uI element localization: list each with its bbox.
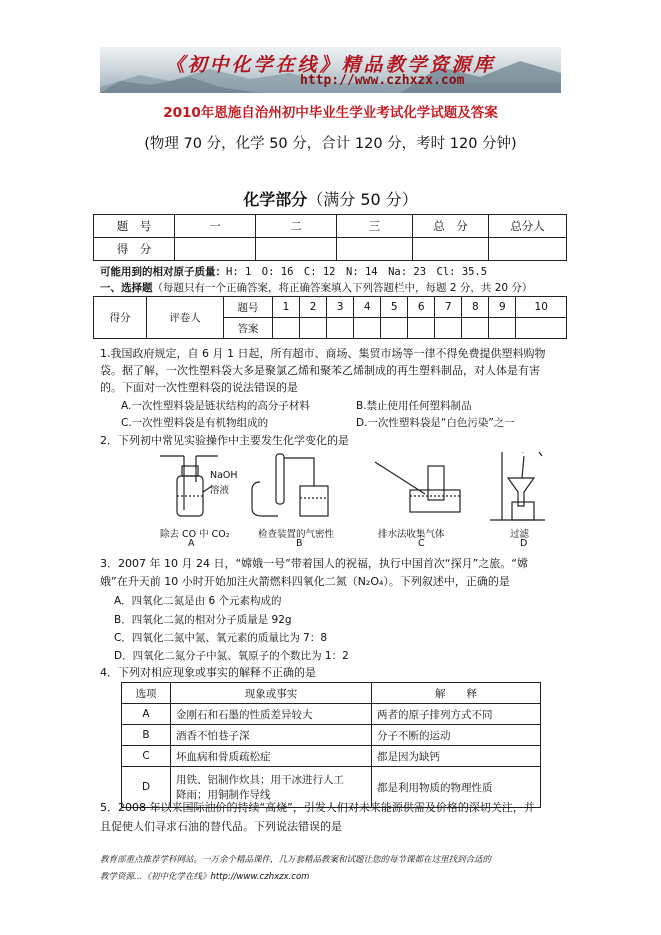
answer-cell[interactable] bbox=[354, 318, 381, 339]
apparatus-letter: C bbox=[418, 538, 425, 549]
table-cell: 两者的原子排列方式不同 bbox=[372, 704, 541, 725]
table-cell: 得 分 bbox=[94, 238, 175, 261]
table-cell: 总 分 bbox=[413, 215, 489, 238]
q1-stem: 的。下面对一次性塑料袋的说法错误的是 bbox=[100, 381, 298, 394]
table-header-row bbox=[122, 683, 541, 704]
apparatus-letter: B bbox=[296, 538, 303, 549]
airtightness-check-icon bbox=[252, 454, 328, 516]
apparatus-caption: 过滤 bbox=[510, 529, 530, 540]
table-cell: 一 bbox=[175, 215, 256, 238]
header-banner bbox=[100, 47, 561, 93]
answer-cell[interactable] bbox=[327, 318, 354, 339]
q4-table bbox=[121, 682, 541, 808]
q4-stem: 4．下列对相应现象或事实的解释不正确的是 bbox=[100, 666, 316, 679]
answer-cell[interactable] bbox=[516, 318, 567, 339]
q1-stem: 1.我国政府规定，自 6 月 1 日起，所有超市、商场、集贸市场等一律不得免费提供塑料购物 bbox=[100, 347, 546, 360]
answer-cell[interactable] bbox=[435, 318, 462, 339]
table-cell: D bbox=[122, 767, 171, 808]
q1-stem: 袋。据了解，一次性塑料袋大多是聚氯乙烯和聚苯乙烯制成的再生塑料制品，对人体是有害 bbox=[100, 364, 540, 377]
q3-stem: 3．2007 年 10 月 24 日，“嫦娥一号”带着国人的祝福，执行中国首次“探月”之旅。“嫦 bbox=[100, 557, 528, 570]
score-table-row bbox=[94, 238, 567, 261]
table-cell: 题 号 bbox=[94, 215, 175, 238]
table-cell: 都是利用物质的物理性质 bbox=[372, 767, 541, 808]
table-cell: 分子不断的运动 bbox=[372, 725, 541, 746]
naoh-label: 溶液 bbox=[210, 485, 230, 496]
q2-stem: 2．下列初中常见实验操作中主要发生化学变化的是 bbox=[100, 434, 349, 447]
table-row bbox=[122, 704, 541, 725]
q1-option-a: A.一次性塑料袋是链状结构的高分子材料 bbox=[121, 400, 310, 412]
score-cell[interactable] bbox=[489, 238, 567, 261]
q5-stem: 5．2008 年以来国际油价的持续“高烧”，引发人们对未来能源供需及价格的深切关注，并 bbox=[100, 801, 535, 814]
answer-cell[interactable] bbox=[462, 318, 489, 339]
table-cell: 三 bbox=[337, 215, 413, 238]
table-cell: 总分人 bbox=[489, 215, 567, 238]
atomic-masses-values: H: 1 O: 16 C: 12 N: 14 Na: 23 Cl: 35.5 bbox=[226, 266, 488, 278]
score-cell[interactable] bbox=[175, 238, 256, 261]
atomic-masses bbox=[100, 264, 487, 279]
score-cell[interactable] bbox=[256, 238, 337, 261]
table-cell: 二 bbox=[256, 215, 337, 238]
water-collection-icon bbox=[375, 462, 460, 512]
answer-cell[interactable] bbox=[408, 318, 435, 339]
table-cell: A bbox=[122, 704, 171, 725]
column-header: 解 释 bbox=[372, 683, 541, 704]
section-note: （满分 50 分） bbox=[307, 190, 418, 209]
question-number: 2 bbox=[300, 297, 327, 318]
cell-line: 用铁、铝制作炊具；用干冰进行人工 bbox=[176, 774, 344, 786]
q5-stem: 且促使人们寻求石油的替代品。下列说法错误的是 bbox=[100, 820, 342, 833]
mc-heading-title: 一、选择题 bbox=[100, 282, 153, 294]
q1-option-b: B.禁止使用任何塑料制品 bbox=[356, 400, 472, 412]
q3-option-d: D．四氧化二氮分子中氮、氧原子的个数比为 1：2 bbox=[114, 650, 349, 662]
score-cell[interactable] bbox=[413, 238, 489, 261]
q1-option-d: D.一次性塑料袋是“白色污染”之一 bbox=[356, 417, 515, 429]
q3-option-c: C．四氧化二氮中氮、氧元素的质量比为 7：8 bbox=[114, 632, 328, 644]
score-cell[interactable] bbox=[337, 238, 413, 261]
question-number: 3 bbox=[327, 297, 354, 318]
score-table bbox=[93, 214, 567, 261]
answer-table bbox=[93, 296, 567, 339]
table-cell: 金刚石和石墨的性质差异较大 bbox=[171, 704, 372, 725]
table-cell: 坏血病和骨质疏松症 bbox=[171, 746, 372, 767]
section-title bbox=[0, 187, 661, 210]
banner-title: 《初中化学在线》精品教学资源库 bbox=[165, 54, 496, 76]
exam-info: (物理 70 分，化学 50 分，合计 120 分，考时 120 分钟) bbox=[144, 136, 517, 152]
answer-cell[interactable] bbox=[273, 318, 300, 339]
column-header: 选项 bbox=[122, 683, 171, 704]
column-header: 现象或事实 bbox=[171, 683, 372, 704]
naoh-label: NaOH bbox=[210, 470, 238, 481]
banner-url[interactable]: http://www.czhxzx.com bbox=[300, 73, 465, 88]
table-row bbox=[122, 746, 541, 767]
section-name: 化学部分 bbox=[243, 190, 308, 209]
q3-option-a: A．四氧化二氮是由 6 个元素构成的 bbox=[114, 595, 282, 607]
question-number: 6 bbox=[408, 297, 435, 318]
atomic-masses-label: 可能用到的相对原子质量： bbox=[100, 266, 226, 278]
question-number: 9 bbox=[489, 297, 516, 318]
table-cell: 答案 bbox=[224, 318, 273, 339]
table-cell: 题号 bbox=[224, 297, 273, 318]
mc-heading bbox=[100, 280, 532, 295]
filtration-icon bbox=[490, 452, 545, 520]
table-cell: 酒香不怕巷子深 bbox=[171, 725, 372, 746]
question-number: 10 bbox=[516, 297, 567, 318]
table-cell: C bbox=[122, 746, 171, 767]
q1-option-c: C.一次性塑料袋是有机物组成的 bbox=[121, 417, 269, 429]
apparatus-letter: A bbox=[188, 538, 195, 549]
apparatus-letter: D bbox=[520, 538, 528, 549]
answer-cell[interactable] bbox=[489, 318, 516, 339]
footer-line[interactable]: 教学资源…《初中化学在线》http://www.czhxzx.com bbox=[100, 872, 310, 882]
apparatus-caption: 排水法收集气体 bbox=[378, 529, 445, 540]
question-number: 5 bbox=[381, 297, 408, 318]
document-title: 2010年恩施自治州初中毕业生学业考试化学试题及答案 bbox=[163, 105, 498, 121]
question-number: 7 bbox=[435, 297, 462, 318]
table-cell: 得分 bbox=[94, 297, 147, 339]
answer-cell[interactable] bbox=[300, 318, 327, 339]
apparatus-caption: 检查装置的气密性 bbox=[258, 529, 335, 540]
question-number: 4 bbox=[354, 297, 381, 318]
question-number: 8 bbox=[462, 297, 489, 318]
score-table-row bbox=[94, 215, 567, 238]
table-cell: B bbox=[122, 725, 171, 746]
table-row bbox=[122, 725, 541, 746]
table-cell: 都是因为缺钙 bbox=[372, 746, 541, 767]
table-cell: 评卷人 bbox=[147, 297, 224, 339]
question-number: 1 bbox=[273, 297, 300, 318]
q3-stem: 娥”在升天前 10 小时开始加注火箭燃料四氧化二氮（N₂O₄）。下列叙述中，正确的是 bbox=[100, 575, 510, 588]
footer bbox=[100, 852, 570, 886]
q3-option-b: B．四氧化二氮的相对分子质量是 92g bbox=[114, 614, 292, 626]
cell-line: 降雨；用铜制作导线 bbox=[176, 789, 271, 801]
apparatus-caption: 除去 CO 中 CO₂ bbox=[160, 529, 230, 540]
footer-line: 教育部重点推荐学科网站。一万余个精品课件，几万套精品教案和试题让您的每节课都在这里找到合适的 bbox=[100, 855, 492, 865]
mc-instructions: （每题只有一个正确答案，将正确答案填入下列答题栏中，每题 2 分，共 20 分） bbox=[152, 282, 533, 294]
answer-cell[interactable] bbox=[381, 318, 408, 339]
answer-table-row bbox=[94, 297, 567, 318]
